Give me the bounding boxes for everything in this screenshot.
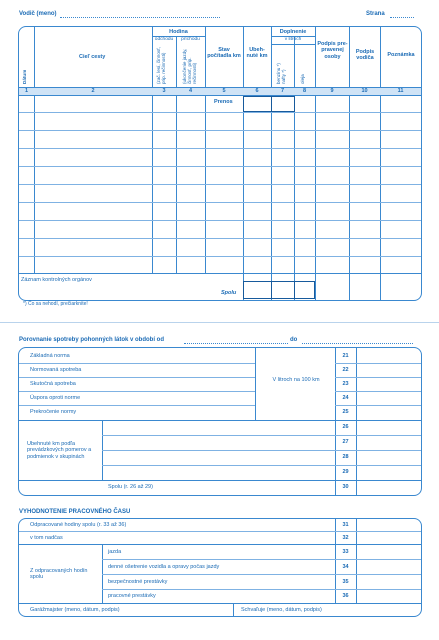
col-divider xyxy=(152,27,153,273)
spolu-box-divider xyxy=(271,281,272,299)
evaluation-row-label: Odpracované hodiny spolu (r. 33 až 36) xyxy=(30,522,127,528)
comparison-row-label: Základná norma xyxy=(30,353,70,359)
col-number: 5 xyxy=(222,88,226,94)
table-row xyxy=(102,574,421,575)
table-row xyxy=(19,166,421,167)
col-number: 4 xyxy=(188,88,193,94)
row-number: 36 xyxy=(342,593,349,599)
evaluation-group-row-label: pracovné prestávky xyxy=(108,593,156,599)
logbook-table xyxy=(18,26,422,301)
evaluation-row-label: v tom nadčas xyxy=(30,535,63,541)
comparison-row-label: Skutočná spotreba xyxy=(30,381,76,387)
row-number: 23 xyxy=(342,381,349,387)
row-number: 31 xyxy=(342,522,349,528)
col-divider xyxy=(315,27,316,300)
footnote: *) Čo sa nehodí, prečiarknite! xyxy=(23,301,88,307)
units-label: V litroch na 100 km xyxy=(272,377,320,383)
header-odchodu: odchodu xyxy=(154,37,174,42)
row-number: 35 xyxy=(342,579,349,585)
spolu-box[interactable] xyxy=(243,281,315,299)
table-row xyxy=(335,405,421,406)
zaznam-label: Záznam kontrolných orgánov xyxy=(21,277,92,283)
col-number: 1 xyxy=(24,88,29,94)
table-row xyxy=(19,256,421,257)
header-podpis-vodica: Podpis vodiča xyxy=(355,49,375,62)
col-number: 9 xyxy=(330,88,334,94)
col-divider xyxy=(380,27,381,300)
col-divider xyxy=(233,603,234,616)
comparison-row-label: Normovaná spotreba xyxy=(30,367,82,373)
table-row xyxy=(19,531,421,532)
prenos-box-divider xyxy=(271,96,272,112)
table-row xyxy=(19,480,421,481)
spolu-label: Spolu xyxy=(221,290,237,296)
comparison-row-label: Prekročenie normy xyxy=(30,409,77,415)
col-number: 6 xyxy=(255,88,259,94)
comparison-row-label: Úspora oproti norme xyxy=(30,395,81,401)
col-divider xyxy=(243,27,244,300)
col-number: 10 xyxy=(361,88,368,94)
spolu-row-label: Spolu (r. 26 až 29) xyxy=(108,484,153,490)
table-row xyxy=(102,435,421,436)
spolu-box-divider xyxy=(294,281,295,299)
evaluation-title: VYHODNOTENIE PRACOVNÉHO ČASU xyxy=(19,509,131,515)
garage-manager-label: Garážmajster (meno, dátum, podpis) xyxy=(30,607,120,613)
evaluation-group-row-label: jazda xyxy=(108,549,122,555)
row-number: 24 xyxy=(342,395,349,401)
table-row xyxy=(19,112,421,113)
header-prichodu: príchodu xyxy=(181,37,200,42)
ubehnute-group-label: Ubehnuté km podľa prevádzkových pomerov a podmienok v skupinách xyxy=(27,441,92,460)
header-ubehnute: Ubeh- nuté km xyxy=(246,47,268,60)
table-row xyxy=(19,405,255,406)
header-oleja: oleja xyxy=(300,74,305,84)
table-row xyxy=(19,202,421,203)
col-number: 8 xyxy=(302,88,307,94)
table-row xyxy=(19,377,255,378)
table-row xyxy=(19,184,421,185)
table-row xyxy=(102,465,421,466)
row-number: 28 xyxy=(342,454,349,460)
table-row xyxy=(102,559,421,560)
row-number: 29 xyxy=(342,469,349,475)
header-v-litroch: v litroch xyxy=(284,37,302,42)
header-doplnenie: Doplnenie xyxy=(279,29,307,35)
header-poznamka: Poznámka xyxy=(387,52,415,58)
row-number: 34 xyxy=(342,564,349,570)
period-from-field[interactable] xyxy=(184,343,288,344)
evaluation-group-row-label: bezpečnostné prestávky xyxy=(108,579,168,585)
row-number: 27 xyxy=(342,439,349,445)
table-row xyxy=(19,148,421,149)
col-number: 11 xyxy=(397,88,404,94)
col-divider xyxy=(271,27,272,300)
do-label: do xyxy=(290,337,298,343)
page-label: Strana xyxy=(366,11,385,17)
approved-by-label: Schvaľuje (meno, dátum, podpis) xyxy=(241,607,322,613)
col-divider xyxy=(356,348,357,495)
comparison-title: Porovnanie spotreby pohonných látok v období od xyxy=(19,337,165,343)
col-number: 7 xyxy=(280,88,285,94)
band-bottom xyxy=(19,95,421,96)
table-row xyxy=(102,450,421,451)
row-number: 32 xyxy=(342,535,349,541)
table-row xyxy=(19,130,421,131)
col-number: 2 xyxy=(91,88,95,94)
header-benzinu: benzínu *) nafty *) xyxy=(276,63,287,84)
row-number: 33 xyxy=(342,549,349,555)
col-divider xyxy=(34,27,35,273)
row-number: 30 xyxy=(342,484,349,490)
header-prichodu-note: (ukončenie jazdy, činnosť, prip. rečinnosti) xyxy=(182,48,198,84)
table-row xyxy=(19,363,255,364)
col-divider xyxy=(349,27,350,300)
table-row xyxy=(19,391,255,392)
evaluation-group-label: Z odpracovaných hodín spolu xyxy=(30,568,88,581)
prenos-label: Prenos xyxy=(214,99,233,105)
col-number: 3 xyxy=(162,88,166,94)
row-number: 22 xyxy=(342,367,349,373)
header-podpis-prepravenej: Podpis prepravenej osoby xyxy=(317,41,348,60)
table-row xyxy=(19,603,421,604)
table-row xyxy=(19,238,421,239)
prenos-box[interactable] xyxy=(243,96,295,112)
vlitroch-divider xyxy=(271,44,315,45)
table-row xyxy=(335,377,421,378)
table-row xyxy=(335,391,421,392)
table-row xyxy=(335,363,421,364)
table-row xyxy=(19,273,421,274)
header-hodina: Hodina xyxy=(169,29,188,35)
page-number-field[interactable] xyxy=(390,17,414,18)
period-to-field[interactable] xyxy=(302,343,413,344)
header-datum: Dátum xyxy=(22,69,27,84)
driver-label: Vodič (meno) xyxy=(19,11,57,17)
col-divider xyxy=(205,27,206,273)
col-divider xyxy=(294,36,295,300)
driver-name-field[interactable] xyxy=(60,17,220,18)
table-row xyxy=(19,544,421,545)
row-number: 21 xyxy=(342,353,349,359)
row-number: 25 xyxy=(342,409,349,415)
table-row xyxy=(19,220,421,221)
fold-line xyxy=(0,322,439,323)
table-row xyxy=(19,420,421,421)
evaluation-group-row-label: denné ošetrenie vozidla a opravy počas jazdy xyxy=(108,564,220,570)
header-stav: Stav počítadla km xyxy=(207,47,241,60)
header-ciel: Cieľ cesty xyxy=(79,54,106,60)
col-divider xyxy=(255,348,256,420)
table-row xyxy=(102,589,421,590)
row-number: 26 xyxy=(342,424,349,430)
header-odchodu-note: (zač. lesí, činnosť, prip. rečinnosti) xyxy=(156,46,167,84)
